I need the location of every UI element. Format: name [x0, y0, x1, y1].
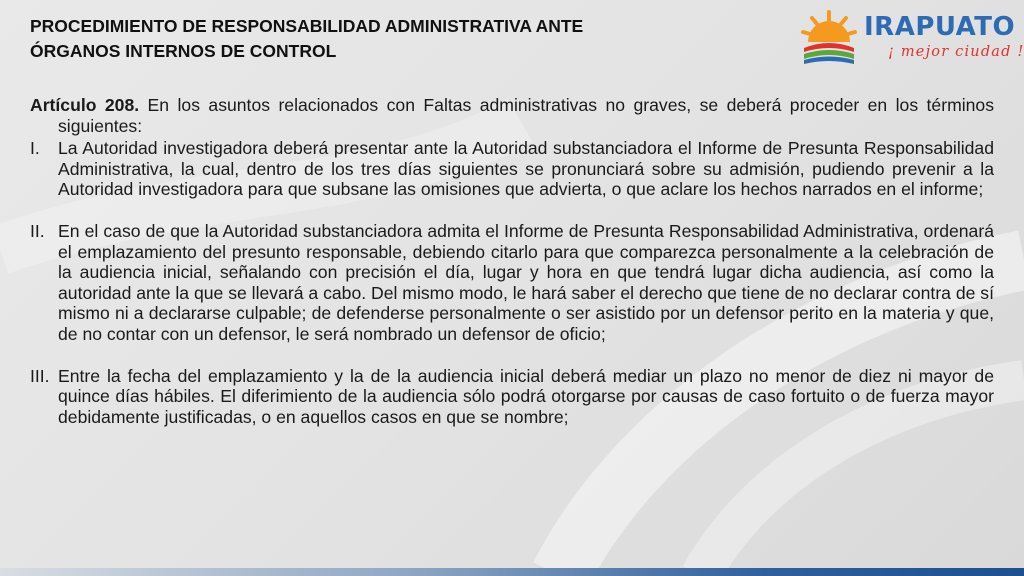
title-line-1: PROCEDIMIENTO DE RESPONSABILIDAD ADMINISTRATIVA ANTE	[30, 16, 584, 36]
article-intro-text: En los asuntos relacionados con Faltas administrativas no graves, se deberá proceder en los términos siguientes:	[58, 95, 994, 136]
item-text: La Autoridad investigadora deberá presentar ante la Autoridad substanciadora el Informe de Presunta Responsabilidad Administrativa, la cual, dentro de los tres días siguientes se pronunciará sobre su admisión, pudiendo prevenir a la Autoridad investigadora para que subsane las omisiones que advierta, o que aclare los hechos narrados en el informe;	[58, 138, 994, 200]
logo-slogan: ¡ mejor ciudad !	[888, 44, 1024, 60]
list-item	[30, 138, 994, 200]
irapuato-logo	[798, 8, 1024, 68]
bottom-accent-bar	[0, 568, 1024, 576]
item-number: III.	[30, 365, 50, 386]
slide-title	[30, 14, 730, 64]
list-item	[30, 366, 994, 428]
article-label: Artículo 208.	[30, 95, 140, 115]
list-item	[30, 221, 994, 345]
title-line-2: ÓRGANOS INTERNOS DE CONTROL	[30, 41, 337, 61]
logo-wordmark: IRAPUATO	[864, 12, 1016, 42]
item-text: Entre la fecha del emplazamiento y la de la audiencia inicial deberá mediar un plazo no menor de diez ni mayor de quince días hábiles. El diferimiento de la audiencia sólo podrá otorgarse por causas de caso fortuito o de fuerza mayor debidamente justificadas, o en aquellos casos en que se nombre;	[58, 365, 994, 427]
item-number: I.	[30, 138, 40, 159]
sun-landscape-logo-icon	[798, 8, 860, 66]
item-text: En el caso de que la Autoridad substanciadora admita el Informe de Presunta Responsabilidad Administrativa, ordenará el emplazamiento del presunto responsable, debiendo citarlo para que comparezca personalmente a la celebración de la audiencia inicial, señalando con precisión el día, lugar y hora en que tendrá lugar dicha audiencia, así como la autoridad ante la que se llevará a cabo. Del mismo modo, le hará saber el derecho que tiene de no declarar contra de sí mismo ni a declararse culpable; de defenderse personalmente o ser asistido por un defensor perito en la materia y que, de no contar con un defensor, le será nombrado un defensor de oficio;	[58, 220, 994, 344]
article-body	[30, 95, 994, 427]
article-intro	[30, 95, 994, 136]
item-number: II.	[30, 220, 45, 241]
